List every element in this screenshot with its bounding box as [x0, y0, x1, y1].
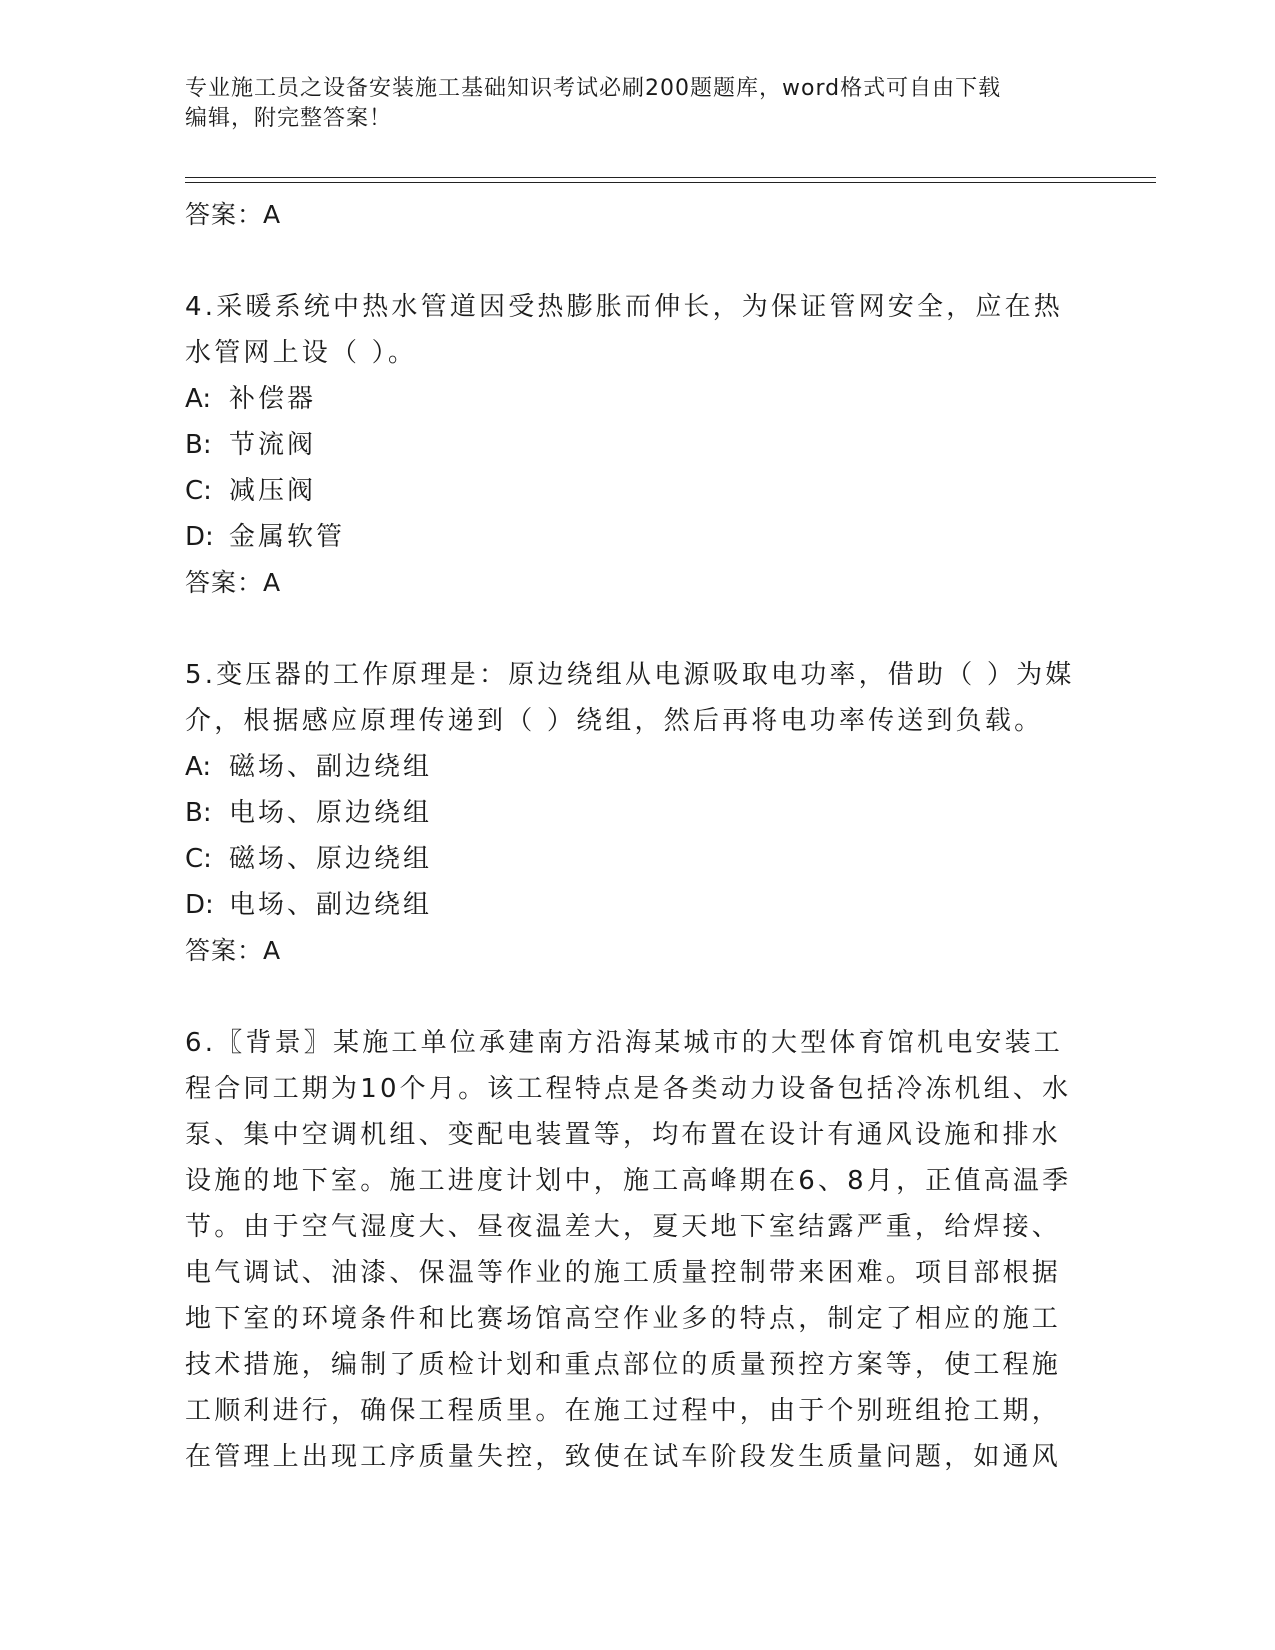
- question-stem-line: 地下室的环境条件和比赛场馆高空作业多的特点，制定了相应的施工: [185, 1304, 1062, 1334]
- option-letter: D:: [185, 522, 214, 552]
- answer: 答案：A: [185, 936, 282, 965]
- option-letter: A:: [185, 384, 212, 414]
- question-stem-line: 6.〖背景〗某施工单位承建南方沿海某城市的大型体育馆机电安装工: [185, 1028, 1064, 1058]
- option-letter: C:: [185, 476, 212, 506]
- option-text: 电场、原边绕组: [229, 798, 433, 828]
- option-c: [185, 836, 1085, 882]
- option-text: 磁场、副边绕组: [229, 752, 433, 782]
- option-d: [185, 514, 1085, 560]
- question-stem-line: 在管理上出现工序质量失控，致使在试车阶段发生质量问题，如通风: [185, 1442, 1062, 1472]
- option-letter: B:: [185, 430, 212, 460]
- question-stem-line: 4.采暖系统中热水管道因受热膨胀而伸长，为保证管网安全，应在热: [185, 292, 1064, 322]
- answer: 答案：A: [185, 568, 282, 597]
- document-body: [185, 186, 1085, 1480]
- question-stem-line: 水管网上设（ ）。: [185, 338, 418, 368]
- option-text: 补偿器: [229, 384, 317, 414]
- option-d: [185, 882, 1085, 928]
- question-stem-line: 介，根据感应原理传递到（ ）绕组，然后再将电功率传送到负载。: [185, 706, 1044, 736]
- option-text: 减压阀: [229, 476, 317, 506]
- header-divider-second: [185, 182, 1156, 183]
- header-line-1: 专业施工员之设备安装施工基础知识考试必刷200题题库，word格式可自由下载: [185, 76, 1002, 101]
- option-letter: D:: [185, 890, 214, 920]
- question-4: [185, 284, 1085, 606]
- option-letter: C:: [185, 844, 212, 874]
- option-b: [185, 422, 1085, 468]
- header-line-2: 编辑，附完整答案！: [185, 106, 393, 131]
- option-letter: B:: [185, 798, 212, 828]
- answer-previous: 答案：A: [185, 200, 282, 229]
- question-stem-line: 泵、集中空调机组、变配电装置等，均布置在设计有通风设施和排水: [185, 1120, 1062, 1150]
- option-text: 电场、副边绕组: [229, 890, 433, 920]
- question-5: [185, 652, 1085, 974]
- question-stem-line: 电气调试、油漆、保温等作业的施工质量控制带来困难。项目部根据: [185, 1258, 1062, 1288]
- option-letter: A:: [185, 752, 212, 782]
- option-a: [185, 744, 1085, 790]
- question-6: [185, 1020, 1085, 1480]
- option-c: [185, 468, 1085, 514]
- document-header: [185, 74, 1065, 134]
- option-text: 磁场、原边绕组: [229, 844, 433, 874]
- option-b: [185, 790, 1085, 836]
- question-stem-line: 工顺利进行，确保工程质里。在施工过程中，由于个别班组抢工期，: [185, 1396, 1062, 1426]
- header-divider: [185, 177, 1156, 178]
- option-text: 金属软管: [229, 522, 346, 552]
- question-stem-line: 5.变压器的工作原理是：原边绕组从电源吸取电功率，借助（ ）为媒: [185, 660, 1075, 690]
- option-a: [185, 376, 1085, 422]
- question-stem-line: 程合同工期为10个月。该工程特点是各类动力设备包括冷冻机组、水: [185, 1074, 1072, 1104]
- option-text: 节流阀: [229, 430, 317, 460]
- question-stem-line: 节。由于空气湿度大、昼夜温差大，夏天地下室结露严重，给焊接、: [185, 1212, 1062, 1242]
- question-stem-line: 技术措施，编制了质检计划和重点部位的质量预控方案等，使工程施: [185, 1350, 1062, 1380]
- question-stem-line: 设施的地下室。施工进度计划中，施工高峰期在6、8月，正值高温季: [185, 1166, 1072, 1196]
